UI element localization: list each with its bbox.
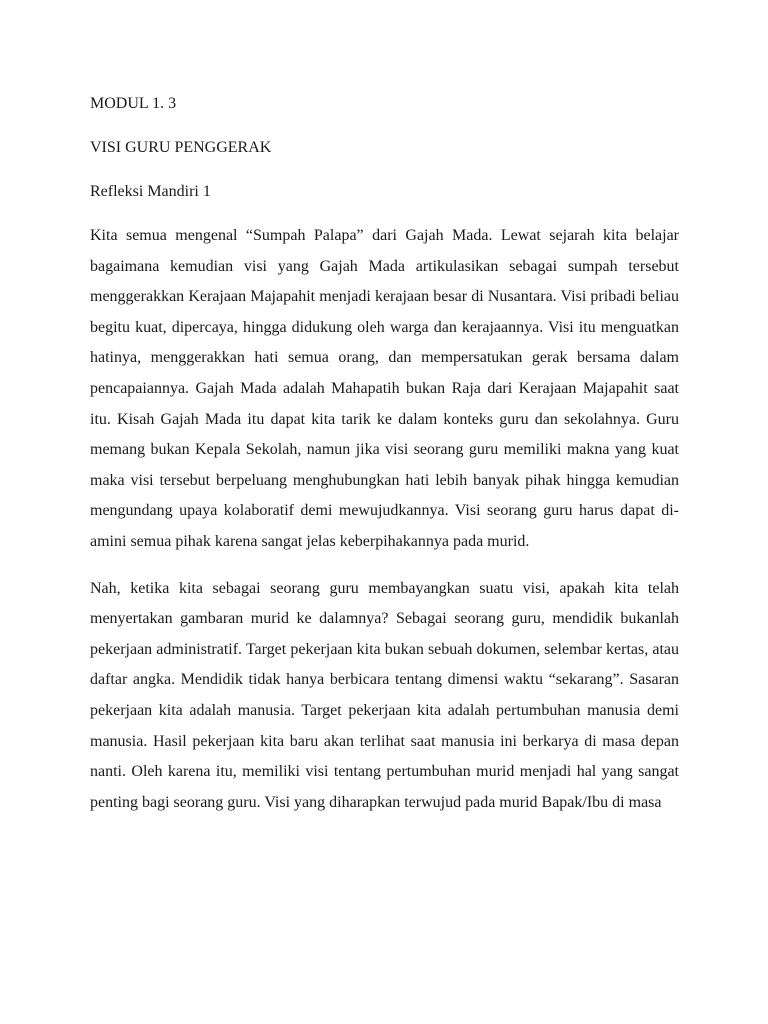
subtitle: Refleksi Mandiri 1 xyxy=(90,183,211,200)
module-heading: MODUL 1. 3 xyxy=(90,95,177,112)
document-body xyxy=(90,89,679,818)
paragraph-2: Nah, ketika kita sebagai seorang guru membayangkan suatu visi, apakah kita telah menyertakan gambaran murid ke dalamnya? Sebagai seorang guru, mendidik bukanlah pekerjaan administratif. Target pekerjaan kita bukan sebuah dokumen, selembar kertas, atau daftar angka. Mendidik tidak hanya berbicara tentang dimensi waktu “sekarang”. Sasaran pekerjaan kita adalah manusia. Target pekerjaan kita adalah pertumbuhan manusia demi manusia. Hasil pekerjaan kita baru akan terlihat saat manusia ini berkarya di masa depan nanti. Oleh karena itu, memiliki visi tentang pertumbuhan murid menjadi hal yang sangat penting bagi seorang guru. Visi yang diharapkan terwujud pada murid Bapak/Ibu di masa xyxy=(90,579,679,811)
paragraph-1: Kita semua mengenal “Sumpah Palapa” dari Gajah Mada. Lewat sejarah kita belajar bagaimana kemudian visi yang Gajah Mada artikulasikan sebagai sumpah tersebut menggerakkan Kerajaan Majapahit menjadi kerajaan besar di Nusantara. Visi pribadi beliau begitu kuat, dipercaya, hingga didukung oleh warga dan kerajaannya. Visi itu menguatkan hatinya, menggerakkan hati semua orang, dan mempersatukan gerak bersama dalam pencapaiannya. Gajah Mada adalah Mahapatih bukan Raja dari Kerajaan Majapahit saat itu. Kisah Gajah Mada itu dapat kita tarik ke dalam konteks guru dan sekolahnya. Guru memang bukan Kepala Sekolah, namun jika visi seorang guru memiliki makna yang kuat maka visi tersebut berpeluang menghubungkan hati lebih banyak pihak hingga kemudian mengundang upaya kolaboratif demi mewujudkannya. Visi seorang guru harus dapat di-amini semua pihak karena sangat jelas keberpihakannya pada murid. xyxy=(90,227,679,550)
page-title: VISI GURU PENGGERAK xyxy=(90,139,272,156)
